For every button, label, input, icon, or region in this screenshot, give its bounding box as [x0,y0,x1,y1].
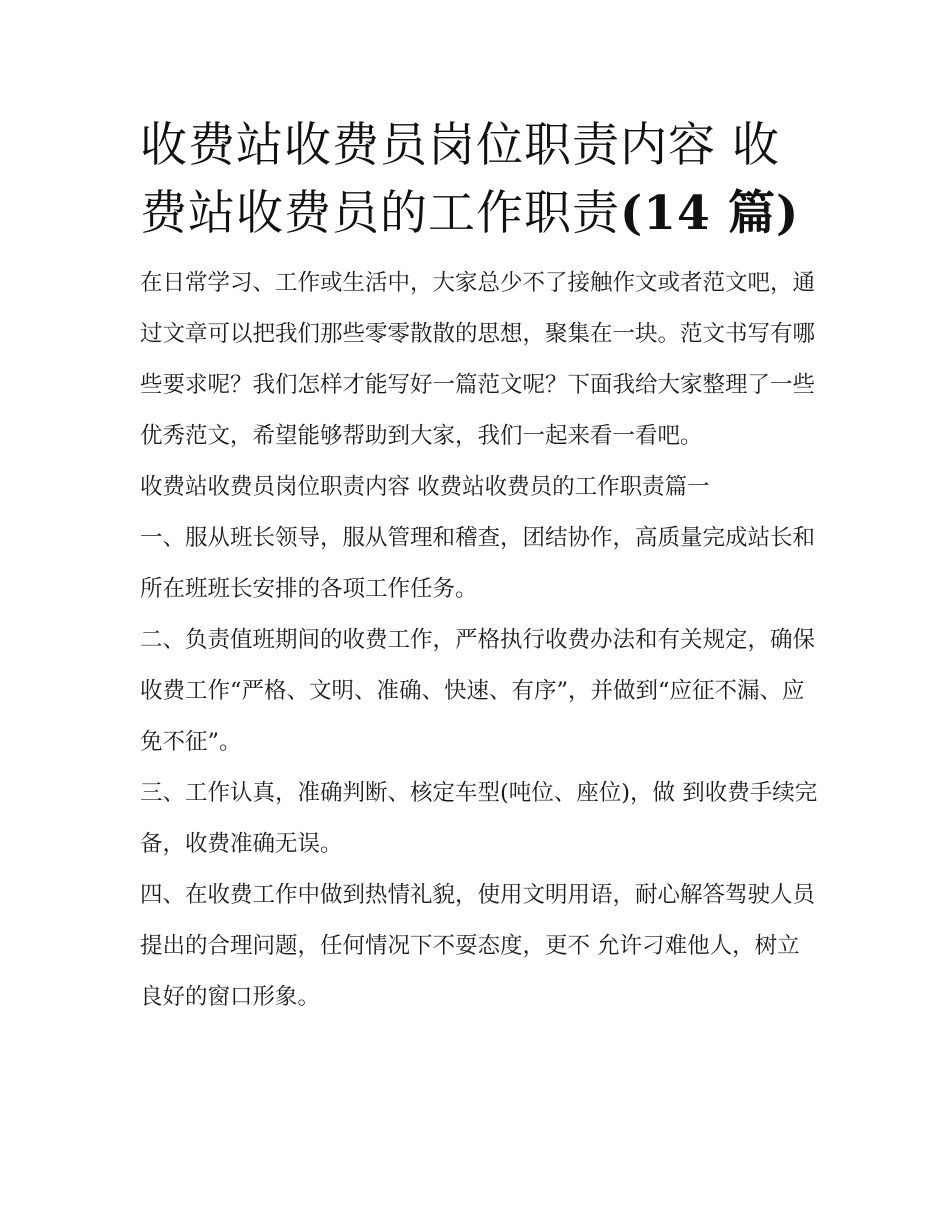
duty-item-3: 三、工作认真，准确判断、核定车型(吨位、座位)，做 到收费手续完备，收费准确无误。 [140,780,818,857]
section-heading: 收费站收费员岗位职责内容 收费站收费员的工作职责篇一 [140,474,710,500]
title-suffix: (14 篇) [620,186,800,241]
document-body [140,112,820,1023]
document-title [140,112,820,248]
title-main: 收费站收费员岗位职责内容 收费站收费员的工作职责 [140,118,780,241]
duty-item-4: 四、在收费工作中做到热情礼貌，使用文明用语，耐心解答驾驶人员提出的合理问题，任何情况下不耍态度，更不 允许刁难他人，树立良好的窗口形象。 [140,882,816,1010]
intro-paragraph: 在日常学习、工作或生活中，大家总少不了接触作文或者范文吧，通过文章可以把我们那些零零散散的思想，聚集在一块。范文书写有哪些要求呢？我们怎样才能写好一篇范文呢？下面我给大家整理了一些优秀范文，希望能够帮助到大家，我们一起来看一看吧。 [140,270,816,449]
duty-item-1: 一、服从班长领导，服从管理和稽查，团结协作，高质量完成站长和所在班班长安排的各项工作任务。 [140,525,816,602]
duty-item-2: 二、负责值班期间的收费工作，严格执行收费办法和有关规定，确保收费工作“严格、文明、准确、快速、有序”，并做到“应征不漏、应免不征”。 [140,627,816,755]
